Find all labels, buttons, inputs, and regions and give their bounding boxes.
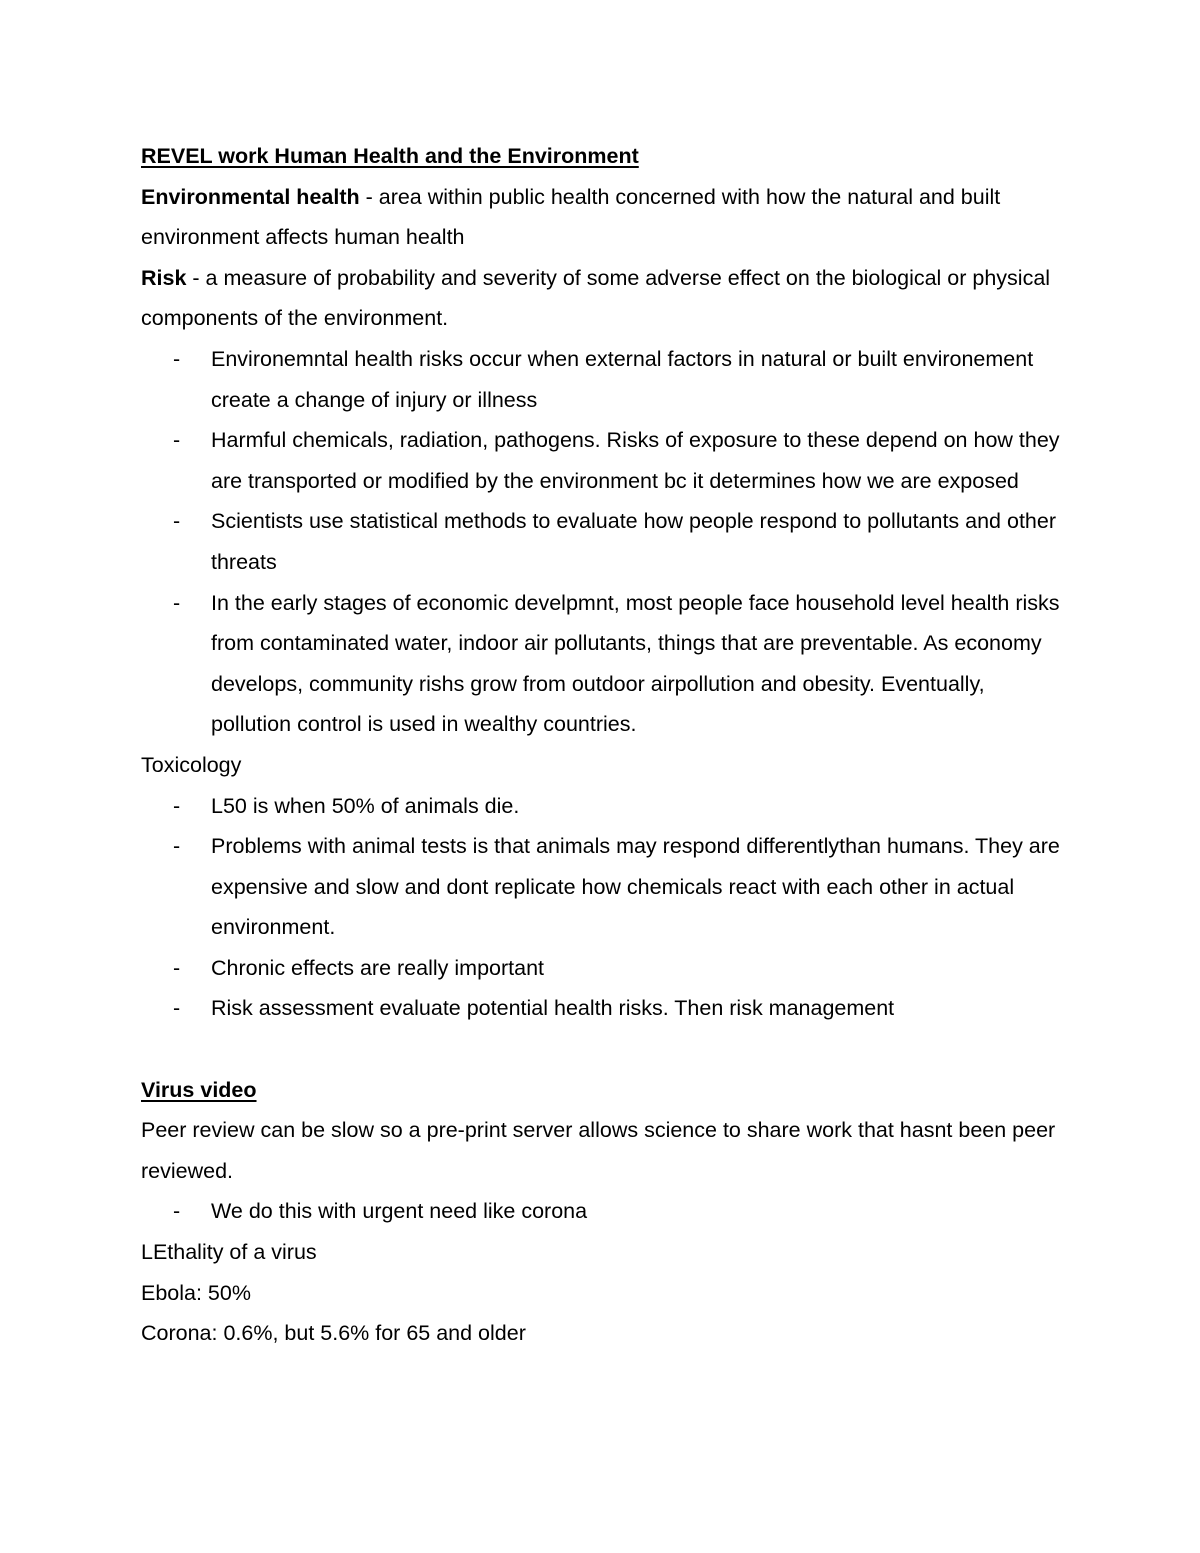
list-item: [141, 501, 1061, 582]
list-item-text: We do this with urgent need like corona: [211, 1199, 588, 1224]
toxicology-label: Toxicology: [141, 752, 242, 777]
bullet-dash: -: [173, 834, 181, 859]
list-item: [141, 1191, 1061, 1232]
definition-text: area within public health concerned with how the natural and built environment affects human health: [141, 184, 1001, 250]
list-item-text: In the early stages of economic develpmnt, most people face household level health risks from contaminated water, indoor air pollutants, things that are preventable. As economy develops, community rishs grow from outdoor airpollution and obesity. Eventually, pollution control is used in wealthy countries.: [211, 590, 1060, 737]
list-item: [141, 420, 1061, 501]
toxicology-bullet-list: [141, 786, 1061, 1030]
list-item: [141, 826, 1061, 948]
corona-line: Corona: 0.6%, but 5.6% for 65 and older: [141, 1321, 526, 1346]
bullet-dash: -: [173, 590, 181, 615]
list-item-text: Scientists use statistical methods to evaluate how people respond to pollutants and other threats: [211, 509, 1056, 574]
virus-paragraph: Peer review can be slow so a pre-print server allows science to share work that hasnt been peer reviewed.: [141, 1118, 1056, 1183]
list-item: [141, 988, 1061, 1029]
bullet-dash: -: [173, 509, 181, 534]
risk-bullet-list: [141, 339, 1061, 745]
list-item-text: Harmful chemicals, radiation, pathogens. Risks of exposure to these depend on how they are transported or modified by the environment bc it determines how we are exposed: [211, 428, 1060, 493]
bullet-dash: -: [173, 996, 181, 1021]
ebola-line: Ebola: 50%: [141, 1280, 251, 1305]
definition-separator: -: [186, 265, 206, 290]
list-item-text: L50 is when 50% of animals die.: [211, 793, 520, 818]
definition-term: Risk: [141, 265, 187, 290]
list-item: [141, 339, 1061, 420]
bullet-dash: -: [173, 955, 181, 980]
document-page: [141, 136, 1061, 1354]
list-item: [141, 786, 1061, 827]
definition-text: a measure of probability and severity of some adverse effect on the biological or physical components of the environment.: [141, 265, 1051, 331]
bullet-dash: -: [173, 793, 181, 818]
list-item-text: Risk assessment evaluate potential health risks. Then risk management: [211, 996, 895, 1021]
list-item-text: Problems with animal tests is that animals may respond differentlythan humans. They are expensive and slow and dont replicate how chemicals react with each other in actual environment.: [211, 834, 1060, 940]
bullet-dash: -: [173, 428, 181, 453]
definition-term: Environmental health: [141, 184, 360, 209]
blank-line: [141, 1029, 1061, 1070]
definition-environmental-health: [141, 177, 1061, 258]
document-title: REVEL work Human Health and the Environment: [141, 144, 639, 168]
lethality-line: LEthality of a virus: [141, 1240, 317, 1265]
bullet-dash: -: [173, 1199, 181, 1224]
virus-bullet-list: [141, 1191, 1061, 1232]
list-item-text: Environemntal health risks occur when external factors in natural or built environement create a change of injury or illness: [211, 346, 1034, 412]
bullet-dash: -: [173, 346, 181, 371]
virus-video-heading: Virus video: [141, 1077, 257, 1102]
list-item-text: Chronic effects are really important: [211, 955, 544, 980]
definition-separator: -: [359, 184, 379, 209]
definition-risk: [141, 258, 1061, 339]
list-item: [141, 583, 1061, 745]
list-item: [141, 948, 1061, 989]
